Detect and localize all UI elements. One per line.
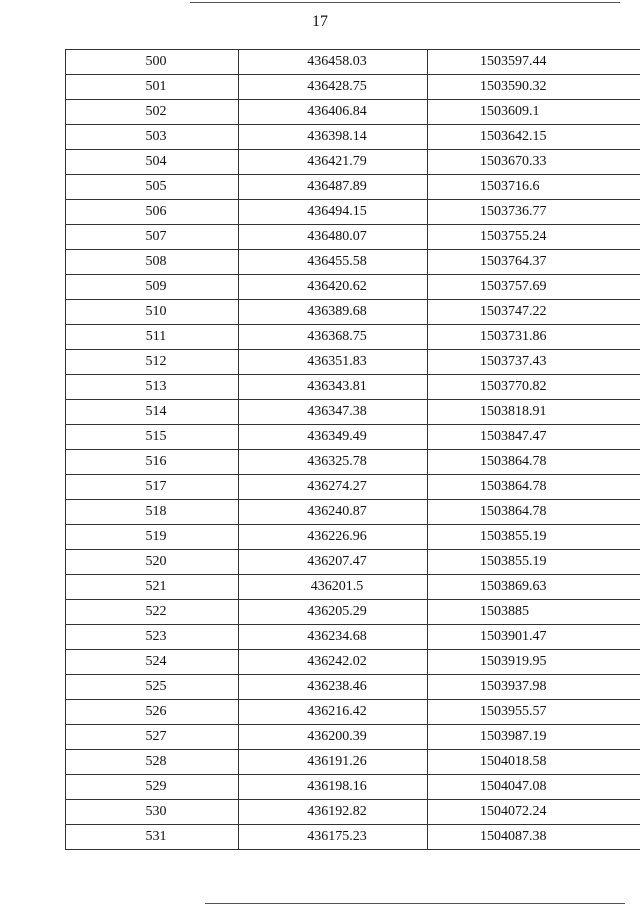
point-number-cell: 513: [66, 375, 239, 400]
table-row: [66, 450, 640, 475]
x-coordinate-cell: 436349.49: [239, 425, 428, 450]
point-number-cell: 521: [66, 575, 239, 600]
x-coordinate-cell: 436198.16: [239, 775, 428, 800]
point-number-cell: 522: [66, 600, 239, 625]
point-number-cell: 517: [66, 475, 239, 500]
x-coordinate-cell: 436480.07: [239, 225, 428, 250]
point-number-cell: 524: [66, 650, 239, 675]
point-number-cell: 503: [66, 125, 239, 150]
table-row: [66, 325, 640, 350]
point-number-cell: 526: [66, 700, 239, 725]
table-row: [66, 600, 640, 625]
point-number-cell: 502: [66, 100, 239, 125]
point-number-cell: 506: [66, 200, 239, 225]
point-number-cell: 507: [66, 225, 239, 250]
table-row: [66, 75, 640, 100]
x-coordinate-cell: 436207.47: [239, 550, 428, 575]
x-coordinate-cell: 436175.23: [239, 825, 428, 850]
point-number-cell: 525: [66, 675, 239, 700]
table-row: [66, 625, 640, 650]
x-coordinate-cell: 436226.96: [239, 525, 428, 550]
y-coordinate-cell: 1503885: [428, 600, 640, 625]
y-coordinate-cell: 1503737.43: [428, 350, 640, 375]
y-coordinate-cell: 1504047.08: [428, 775, 640, 800]
table-row: [66, 675, 640, 700]
y-coordinate-cell: 1503590.32: [428, 75, 640, 100]
page-number: 17: [312, 13, 328, 30]
x-coordinate-cell: 436205.29: [239, 600, 428, 625]
table-row: [66, 525, 640, 550]
y-coordinate-cell: 1503736.77: [428, 200, 640, 225]
x-coordinate-cell: 436458.03: [239, 50, 428, 75]
y-coordinate-cell: 1503747.22: [428, 300, 640, 325]
point-number-cell: 530: [66, 800, 239, 825]
y-coordinate-cell: 1504072.24: [428, 800, 640, 825]
point-number-cell: 520: [66, 550, 239, 575]
x-coordinate-cell: 436421.79: [239, 150, 428, 175]
point-number-cell: 504: [66, 150, 239, 175]
y-coordinate-cell: 1503597.44: [428, 50, 640, 75]
y-coordinate-cell: 1503755.24: [428, 225, 640, 250]
scan-edge-bottom: [205, 903, 625, 904]
x-coordinate-cell: 436351.83: [239, 350, 428, 375]
y-coordinate-cell: 1503864.78: [428, 475, 640, 500]
table-row: [66, 550, 640, 575]
table-row: [66, 400, 640, 425]
table-row: [66, 725, 640, 750]
point-number-cell: 508: [66, 250, 239, 275]
table-row: [66, 775, 640, 800]
point-number-cell: 514: [66, 400, 239, 425]
table-row: [66, 300, 640, 325]
table-row: [66, 225, 640, 250]
y-coordinate-cell: 1503955.57: [428, 700, 640, 725]
x-coordinate-cell: 436398.14: [239, 125, 428, 150]
y-coordinate-cell: 1503731.86: [428, 325, 640, 350]
x-coordinate-cell: 436240.87: [239, 500, 428, 525]
table-row: [66, 175, 640, 200]
table-row: [66, 825, 640, 850]
table-row: [66, 375, 640, 400]
y-coordinate-cell: 1503864.78: [428, 450, 640, 475]
x-coordinate-cell: 436238.46: [239, 675, 428, 700]
coordinates-table-body: [66, 50, 640, 850]
point-number-cell: 518: [66, 500, 239, 525]
x-coordinate-cell: 436389.68: [239, 300, 428, 325]
coordinates-table: [65, 49, 640, 850]
y-coordinate-cell: 1503716.6: [428, 175, 640, 200]
x-coordinate-cell: 436242.02: [239, 650, 428, 675]
point-number-cell: 516: [66, 450, 239, 475]
y-coordinate-cell: 1503847.47: [428, 425, 640, 450]
y-coordinate-cell: 1503670.33: [428, 150, 640, 175]
y-coordinate-cell: 1503642.15: [428, 125, 640, 150]
point-number-cell: 512: [66, 350, 239, 375]
scan-edge-top: [190, 2, 620, 3]
y-coordinate-cell: 1503855.19: [428, 550, 640, 575]
y-coordinate-cell: 1503919.95: [428, 650, 640, 675]
y-coordinate-cell: 1504087.38: [428, 825, 640, 850]
x-coordinate-cell: 436455.58: [239, 250, 428, 275]
table-row: [66, 500, 640, 525]
y-coordinate-cell: 1503855.19: [428, 525, 640, 550]
table-row: [66, 100, 640, 125]
x-coordinate-cell: 436494.15: [239, 200, 428, 225]
x-coordinate-cell: 436192.82: [239, 800, 428, 825]
x-coordinate-cell: 436428.75: [239, 75, 428, 100]
y-coordinate-cell: 1503818.91: [428, 400, 640, 425]
y-coordinate-cell: 1504018.58: [428, 750, 640, 775]
y-coordinate-cell: 1503901.47: [428, 625, 640, 650]
point-number-cell: 519: [66, 525, 239, 550]
table-row: [66, 800, 640, 825]
x-coordinate-cell: 436406.84: [239, 100, 428, 125]
y-coordinate-cell: 1503987.19: [428, 725, 640, 750]
point-number-cell: 505: [66, 175, 239, 200]
table-row: [66, 425, 640, 450]
table-row: [66, 50, 640, 75]
point-number-cell: 523: [66, 625, 239, 650]
x-coordinate-cell: 436234.68: [239, 625, 428, 650]
y-coordinate-cell: 1503864.78: [428, 500, 640, 525]
x-coordinate-cell: 436487.89: [239, 175, 428, 200]
point-number-cell: 527: [66, 725, 239, 750]
point-number-cell: 510: [66, 300, 239, 325]
table-row: [66, 150, 640, 175]
x-coordinate-cell: 436343.81: [239, 375, 428, 400]
point-number-cell: 501: [66, 75, 239, 100]
x-coordinate-cell: 436420.62: [239, 275, 428, 300]
table-row: [66, 575, 640, 600]
table-row: [66, 700, 640, 725]
y-coordinate-cell: 1503764.37: [428, 250, 640, 275]
table-row: [66, 350, 640, 375]
table-row: [66, 125, 640, 150]
x-coordinate-cell: 436216.42: [239, 700, 428, 725]
point-number-cell: 515: [66, 425, 239, 450]
point-number-cell: 511: [66, 325, 239, 350]
x-coordinate-cell: 436274.27: [239, 475, 428, 500]
y-coordinate-cell: 1503609.1: [428, 100, 640, 125]
x-coordinate-cell: 436368.75: [239, 325, 428, 350]
point-number-cell: 529: [66, 775, 239, 800]
x-coordinate-cell: 436200.39: [239, 725, 428, 750]
y-coordinate-cell: 1503937.98: [428, 675, 640, 700]
table-row: [66, 250, 640, 275]
point-number-cell: 528: [66, 750, 239, 775]
x-coordinate-cell: 436191.26: [239, 750, 428, 775]
table-row: [66, 200, 640, 225]
table-row: [66, 475, 640, 500]
table-row: [66, 650, 640, 675]
x-coordinate-cell: 436325.78: [239, 450, 428, 475]
table-row: [66, 750, 640, 775]
point-number-cell: 531: [66, 825, 239, 850]
point-number-cell: 500: [66, 50, 239, 75]
y-coordinate-cell: 1503770.82: [428, 375, 640, 400]
y-coordinate-cell: 1503869.63: [428, 575, 640, 600]
y-coordinate-cell: 1503757.69: [428, 275, 640, 300]
table-row: [66, 275, 640, 300]
point-number-cell: 509: [66, 275, 239, 300]
x-coordinate-cell: 436347.38: [239, 400, 428, 425]
x-coordinate-cell: 436201.5: [239, 575, 428, 600]
